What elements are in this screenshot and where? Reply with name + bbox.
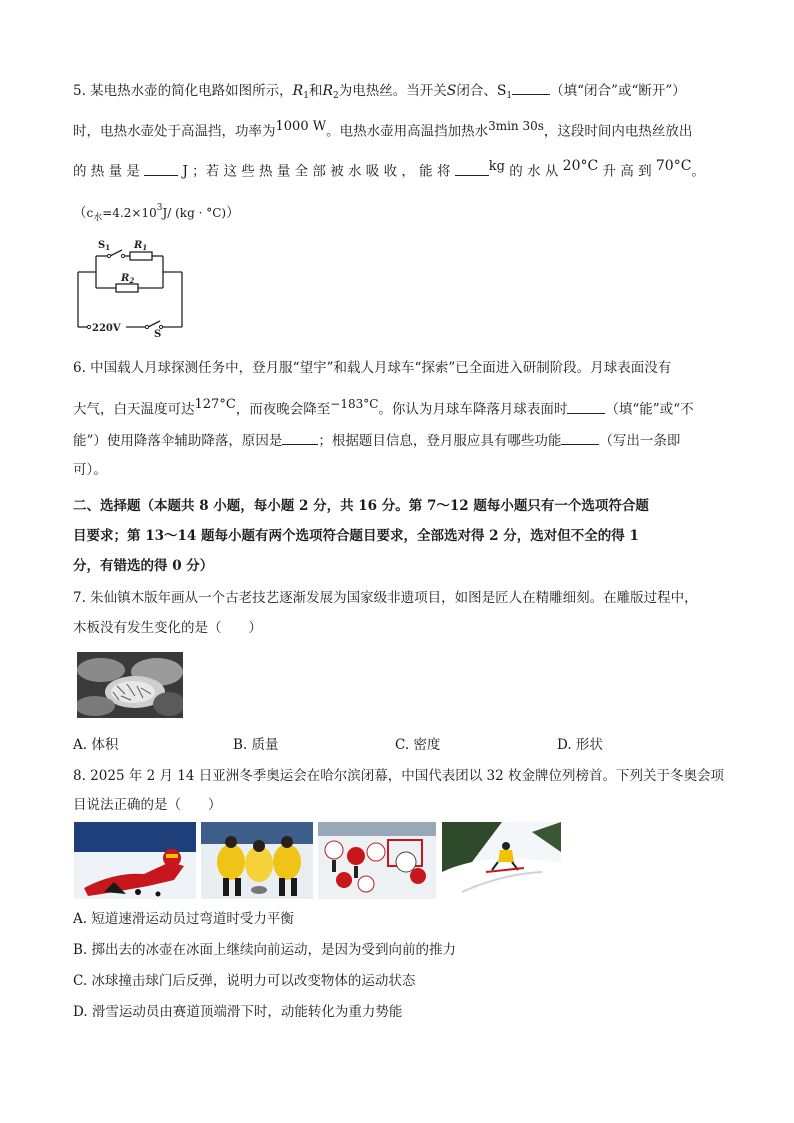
q5-line-1: 5. 某电热水壶的简化电路如图所示，$R_1$和$R_2$为电热丝。当开关S闭合、$S_1$ （填“闭合”或“断开”）	[73, 80, 686, 106]
voltage-label: 220V	[92, 323, 121, 334]
r2-symbol: $R_2$	[322, 83, 339, 101]
q8-option-a[interactable]: A. 短道速滑运动员过弯道时受力平衡	[73, 911, 294, 927]
answer-blank[interactable]	[567, 399, 605, 414]
switch-contact-icon	[121, 254, 124, 257]
terminal-icon	[87, 325, 90, 328]
start-temp: 20°C	[562, 158, 599, 174]
day-temp: 127°C	[194, 397, 236, 412]
q5-text: 5. 某电热水壶的简化电路如图所示，	[73, 83, 293, 99]
night-temp: −183°C	[330, 397, 379, 411]
s1-symbol: $S_1$	[496, 83, 513, 101]
power-value: 1000 W	[275, 119, 327, 134]
answer-blank[interactable]	[512, 80, 550, 95]
q8-option-b[interactable]: B. 掷出去的冰壶在冰面上继续向前运动，是因为受到向前的推力	[73, 942, 457, 958]
switch-contact-icon	[107, 254, 110, 257]
speed-skating-photo	[74, 822, 196, 899]
skiing-photo	[442, 822, 561, 899]
section-heading: 二、选择题（本题共 8 小题，每小题 2 分，共 16 分。第 7～12 题每小题只有一个选项符合题	[73, 498, 649, 514]
q7-line-1: 7. 朱仙镇木版年画从一个古老技艺逐渐发展为国家级非遗项目，如图是匠人在精雕细刻。在雕版过程中，	[73, 590, 698, 606]
circuit-diagram	[74, 236, 189, 338]
answer-blank[interactable]	[144, 161, 178, 176]
r1-label: $R_1$	[134, 240, 148, 252]
s1-label: $S_1$	[98, 240, 111, 252]
section-heading: 分，有错选的得 0 分）	[73, 558, 214, 574]
q8-option-d[interactable]: D. 滑雪运动员由赛道顶端滑下时，动能转化为重力势能	[73, 1004, 403, 1020]
q8-option-c[interactable]: C. 冰球撞击球门后反弹，说明力可以改变物体的运动状态	[73, 973, 416, 989]
r2-label: $R_2$	[121, 273, 135, 285]
q6-line-2: 大气，白天温度可达$^{127^\circ C}$，而夜晚会降至$^{-183^\circ C}$。你认为月球车降落月球表面时 （填“能”或“不	[73, 397, 694, 418]
q7-line-2: 木板没有发生变化的是（ ）	[73, 620, 262, 636]
q7-option-b[interactable]: B. 质量	[233, 737, 279, 753]
specific-heat-formula: $c_水=4.2\times 10^3J/$ (kg · °C)	[86, 203, 227, 223]
q8-line-1: 8. 2025 年 2 月 14 日亚洲冬季奥运会在哈尔滨闭幕，中国代表团以 32 枚金牌位列榜首。下列关于冬奥会项	[73, 768, 725, 784]
q6-line-4: 可）。	[73, 462, 107, 478]
woodcarving-photo	[77, 652, 183, 718]
r1-symbol: $R_1$	[292, 83, 309, 101]
answer-blank[interactable]	[282, 430, 318, 445]
end-temp: 70°C	[655, 158, 692, 174]
q5-line-3: 的 热 量 是 J ；若 这 些 热 量 全 部 被 水 吸 收 ， 能 将 $^{kg}$ 的 水 从 $^{20^\circ C}$ 升 高 到 $^{70^\circ C}$。	[73, 158, 705, 180]
time-value: 3min 30s	[488, 119, 544, 133]
answer-blank[interactable]	[561, 430, 599, 445]
answer-blank[interactable]	[455, 161, 489, 176]
q5-constant: （$c_水=4.2\times 10^3J/$ (kg · °C)）	[73, 203, 240, 223]
q7-option-c[interactable]: C. 密度	[395, 737, 441, 753]
q7-option-a[interactable]: A. 体积	[73, 737, 119, 753]
q6-line-3: 能”）使用降落伞辅助降落，原因是 ；根据题目信息，登月服应具有哪些功能 （写出一条即	[73, 430, 680, 451]
q6-line-1: 6. 中国载人月球探测任务中，登月服“望宇”和载人月球车“探索”已全面进入研制阶段。月球表面没有	[73, 360, 672, 376]
section-heading: 目要求；第 13～14 题每小题有两个选项符合题目要求，全部选对得 2 分，选对但不全的得 1	[73, 528, 639, 544]
s-symbol: S	[446, 83, 457, 99]
switch-contact-icon	[145, 325, 148, 328]
q5-line-2: 时，电热水壶处于高温挡，功率为$^{1000 W}$。电热水壶用高温挡加热水$^{3min 30s}$，这段时间内电热丝放出	[73, 119, 693, 140]
q7-option-d[interactable]: D. 形状	[557, 737, 603, 753]
q8-line-2: 目说法正确的是（ ）	[73, 797, 222, 813]
curling-photo	[201, 822, 313, 899]
s-label: S	[154, 329, 162, 338]
ice-hockey-photo	[318, 822, 436, 899]
